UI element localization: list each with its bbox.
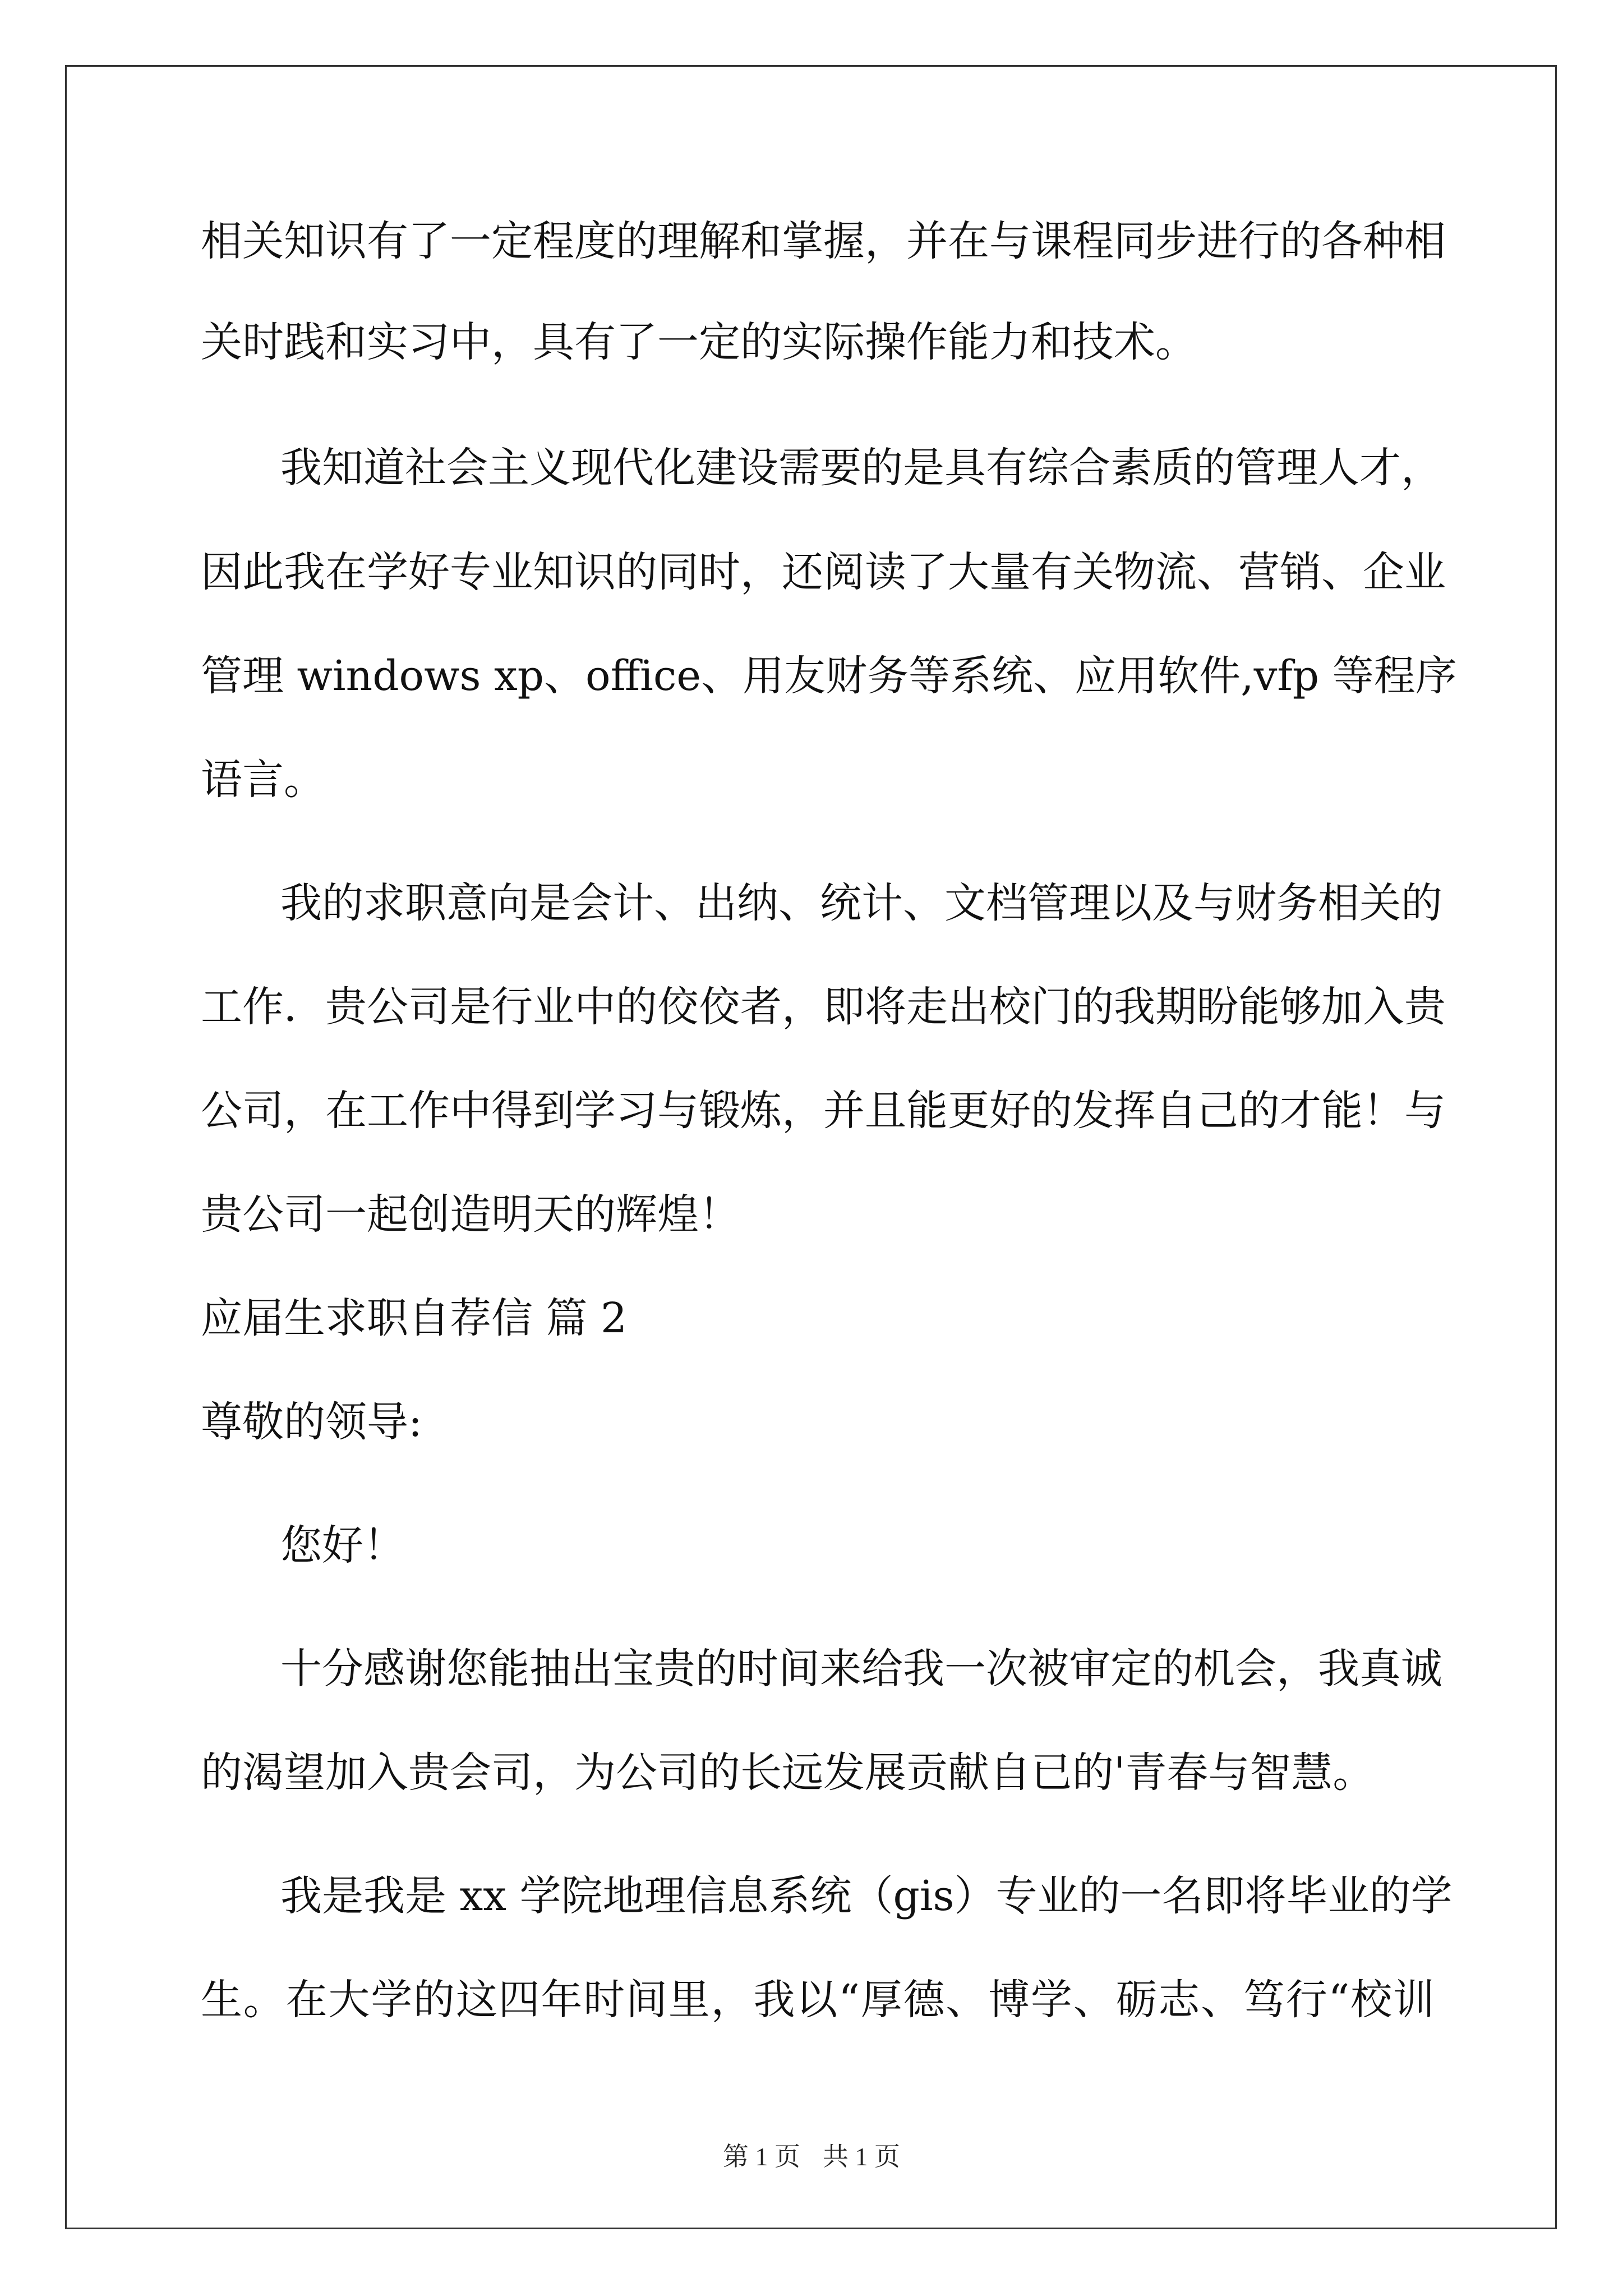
- text-line: 管理 windows xp、office、用友财务等系统、应用软件,vfp 等程序: [201, 652, 1457, 700]
- text-line: 生。在大学的这四年时间里，我以“厚德、博学、砺志、笃行“校训: [201, 1976, 1435, 2024]
- text-line: 关时践和实习中，具有了一定的实际操作能力和技术。: [201, 318, 1197, 366]
- text-line: 我的求职意向是会计、出纳、统计、文档管理以及与财务相关的: [280, 879, 1442, 927]
- section-heading: 应届生求职自荐信 篇 2: [201, 1294, 628, 1342]
- greeting: 您好！: [280, 1521, 405, 1570]
- text-line: 公司，在工作中得到学习与锻炼，并且能更好的发挥自己的才能！与: [201, 1087, 1446, 1135]
- text-line: 相关知识有了一定程度的理解和掌握，并在与课程同步进行的各种相: [201, 217, 1446, 265]
- salutation: 尊敬的领导:: [201, 1398, 422, 1446]
- text-line: 十分感谢您能抽出宝贵的时间来给我一次被审定的机会，我真诚: [280, 1645, 1442, 1693]
- text-line: 语言。: [201, 756, 325, 804]
- page-number: 第 1 页: [723, 2142, 800, 2171]
- page-total: 共 1 页: [823, 2142, 900, 2171]
- text-line: 因此我在学好专业知识的同时，还阅读了大量有关物流、营销、企业: [201, 548, 1446, 596]
- text-line: 的渴望加入贵会司，为公司的长远发展贡献自已的'青春与智慧。: [201, 1749, 1375, 1797]
- text-line: 我是我是 xx 学院地理信息系统（gis）专业的一名即将毕业的学: [280, 1872, 1453, 1920]
- page-footer: [0, 2136, 1623, 2173]
- text-line: 工作．贵公司是行业中的佼佼者，即将走出校门的我期盼能够加入贵: [201, 983, 1446, 1031]
- text-line: 贵公司一起创造明天的辉煌！: [201, 1190, 740, 1239]
- text-line: 我知道社会主义现代化建设需要的是具有综合素质的管理人才，: [280, 444, 1442, 492]
